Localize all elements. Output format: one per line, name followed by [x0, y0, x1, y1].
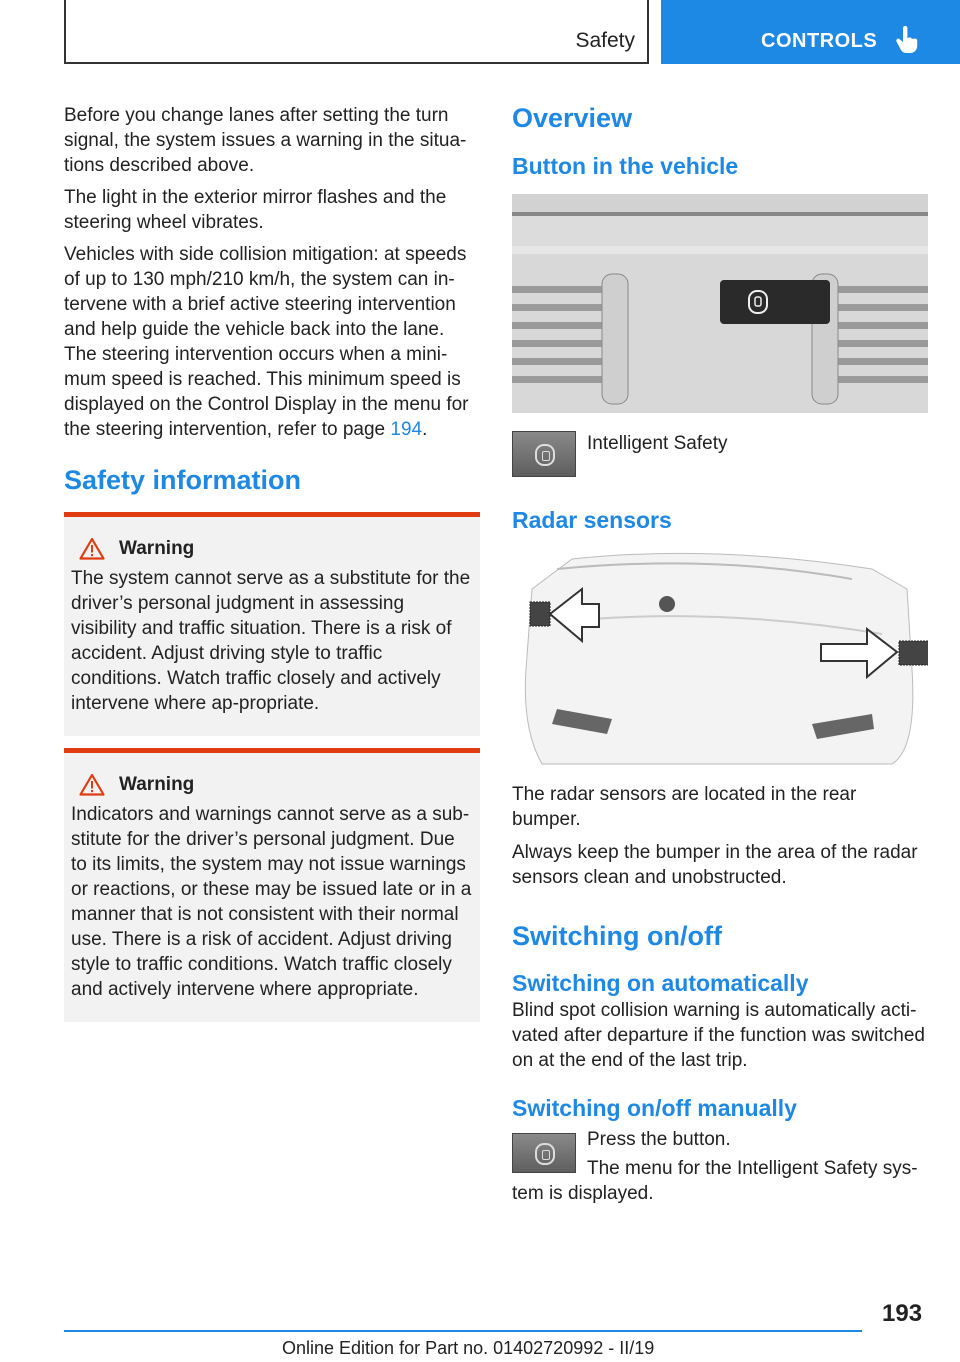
intelligent-safety-button-icon — [512, 431, 576, 477]
radar-clean-text: Always keep the bumper in the area of the radar sensors clean and unobstructed. — [512, 842, 918, 888]
steering-text: Vehicles with side collision mitigation: at speeds of up to 130 mph/210 km/h, the system can in‐tervene with a brief active steering intervention and help guide the vehicle back into the lane. The steering intervention occurs when a mini‐mum speed is reached. This minimum speed is displayed on the Control Display in the menu for the steering intervention, refer to page — [64, 244, 469, 440]
warning-box-2 — [64, 748, 480, 1022]
page-link-194[interactable]: 194 — [390, 419, 423, 440]
steering-text-end: . — [422, 419, 428, 440]
warning-title: Warning — [119, 773, 195, 795]
warning-title-row — [71, 537, 474, 560]
intelligent-safety-button-icon — [512, 1133, 576, 1173]
manual-instruction — [512, 1127, 928, 1206]
warning-triangle-icon — [79, 773, 105, 796]
warning-triangle-icon — [79, 537, 105, 560]
press-button-text: Press the button. — [587, 1129, 731, 1150]
dashboard-button-photo — [512, 194, 928, 413]
switching-on-automatically-heading: Switching on automatically — [512, 970, 809, 996]
warning-title-row — [71, 773, 474, 796]
right-column — [512, 100, 928, 1214]
paragraph-lane-change: Before you change lanes after setting the turn signal, the system issues a warning in the situa‐tions described above. — [64, 105, 467, 176]
menu-displayed-text: The menu for the Intelligent Safety sys‐tem is displayed. — [512, 1158, 918, 1204]
safety-information-heading: Safety information — [64, 465, 302, 495]
button-in-vehicle-heading: Button in the vehicle — [512, 153, 739, 179]
switching-manually-heading: Switching on/off manually — [512, 1095, 797, 1121]
page-number: 193 — [882, 1300, 923, 1327]
rear-bumper-radar-photo — [512, 549, 928, 770]
left-column — [64, 103, 480, 1022]
footer-edition: Online Edition for Part no. 01402720992 - II/19 — [282, 1338, 655, 1358]
warning-box-1 — [64, 512, 480, 736]
chapter-title: CONTROLS — [761, 30, 878, 52]
section-title: Safety — [575, 29, 635, 52]
warning-text: Indicators and warnings cannot serve as a sub‐stitute for the driver’s personal judgment. Due to its limits, the system may not issue warnings or reactions, or these may be issued late or in a manner that is not consistent with their normal use. There is a risk of accident. Adjust driving style to traffic conditions. Watch traffic closely and actively intervene where appropriate. — [71, 804, 472, 1000]
button-legend — [512, 431, 928, 477]
footer-divider — [64, 1330, 862, 1332]
auto-activation-text: Blind spot collision warning is automatically acti‐vated after departure if the function was switched on at the end of the last trip. — [512, 1000, 925, 1071]
header-section-tab — [64, 0, 649, 64]
button-caption: Intelligent Safety — [587, 433, 728, 454]
warning-text: The system cannot serve as a substitute for the driver’s personal judgment in assessing visibility and traffic situation. There is a risk of accident. Adjust driving style to traffic conditions. Watch traffic closely and actively intervene where ap‐propriate. — [71, 568, 471, 714]
header-chapter-tab — [661, 0, 960, 64]
radar-sensors-heading: Radar sensors — [512, 507, 672, 533]
paragraph-steering-intervention — [64, 242, 480, 442]
paragraph-mirror-light: The light in the exterior mirror flashes and the steering wheel vibrates. — [64, 187, 447, 233]
radar-location-text: The radar sensors are located in the rear bumper. — [512, 784, 857, 830]
overview-heading: Overview — [512, 103, 633, 133]
hand-pointer-icon — [894, 26, 920, 54]
switching-on-off-heading: Switching on/off — [512, 921, 722, 951]
warning-title: Warning — [119, 537, 195, 559]
